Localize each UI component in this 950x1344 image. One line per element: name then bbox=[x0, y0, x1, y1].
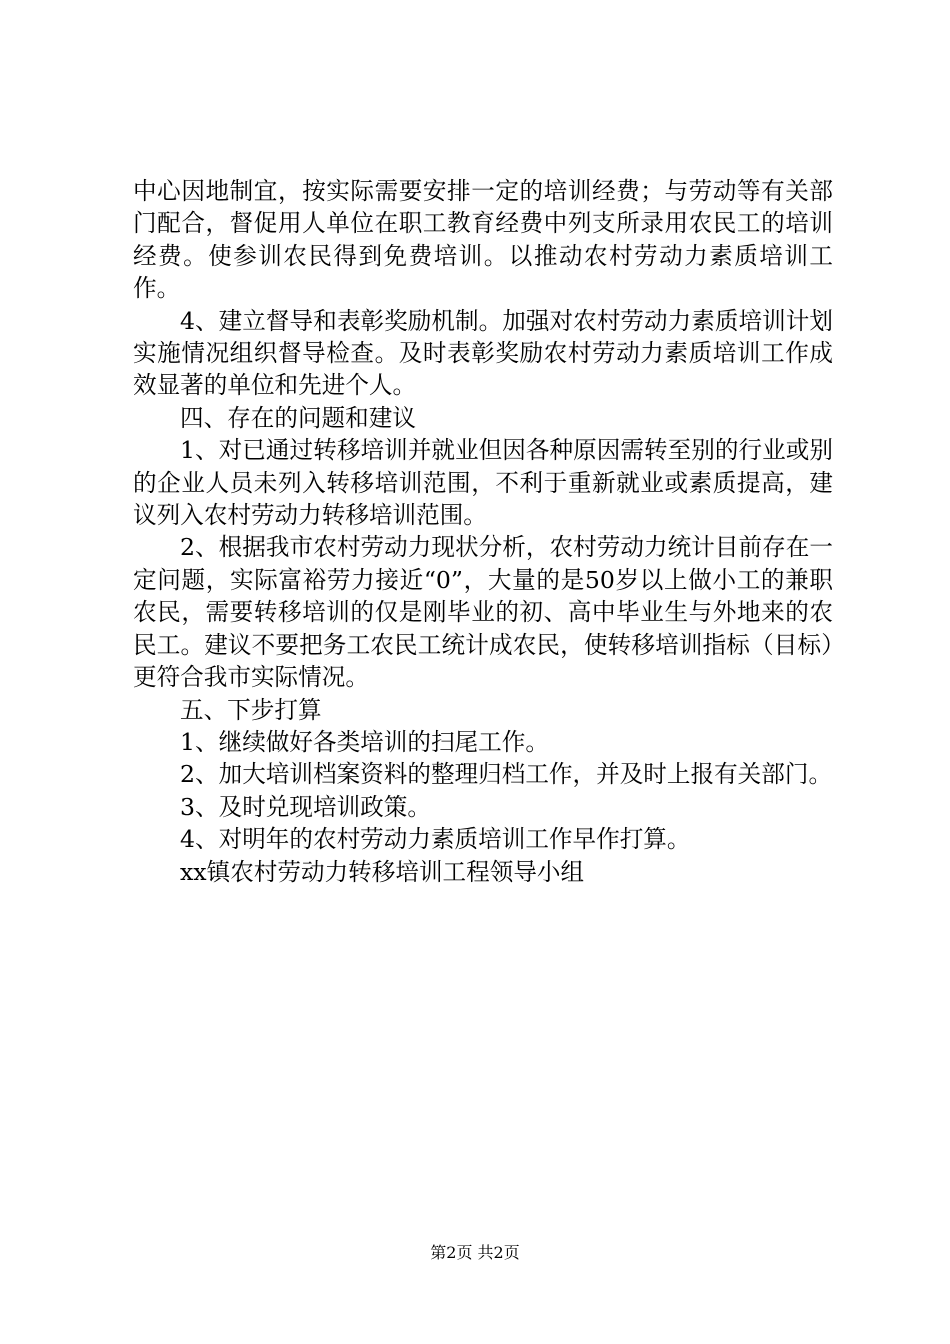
paragraph-item-supervision: 4、建立督导和表彰奖励机制。加强对农村劳动力素质培训计划实施情况组织督导检查。及时表彰奖励农村劳动力素质培训工作成效显著的单位和先进个人。 bbox=[133, 306, 833, 400]
paragraph-problem-2: 2、根据我市农村劳动力现状分析，农村劳动力统计目前存在一定问题，实际富裕劳力接近“0”，大量的是50岁以上做小工的兼职农民，需要转移培训的仅是刚毕业的初、高中毕业生与外地来的农民工。建议不要把务工农民工统计成农民，使转移培训指标（目标）更符合我市实际情况。 bbox=[133, 533, 833, 692]
section-heading-plans: 五、下步打算 bbox=[180, 695, 322, 724]
document-body bbox=[133, 175, 833, 888]
paragraph-plan-2: 2、加大培训档案资料的整理归档工作，并及时上报有关部门。 bbox=[180, 760, 833, 789]
paragraph-continuation: 中心因地制宜，按实际需要安排一定的培训经费；与劳动等有关部门配合，督促用人单位在职工教育经费中列支所录用农民工的培训经费。使参训农民得到免费培训。以推动农村劳动力素质培训工作。 bbox=[133, 177, 833, 303]
section-heading-problems: 四、存在的问题和建议 bbox=[180, 403, 416, 432]
page-number: 第2页 共2页 bbox=[430, 1243, 520, 1262]
paragraph-plan-1: 1、继续做好各类培训的扫尾工作。 bbox=[180, 727, 549, 756]
page-footer bbox=[0, 1243, 950, 1263]
paragraph-plan-4: 4、对明年的农村劳动力素质培训工作早作打算。 bbox=[180, 825, 691, 854]
signature-line: xx镇农村劳动力转移培训工程领导小组 bbox=[180, 857, 585, 886]
paragraph-problem-1: 1、对已通过转移培训并就业但因各种原因需转至别的行业或别的企业人员未列入转移培训范围，不利于重新就业或素质提高，建议列入农村劳动力转移培训范围。 bbox=[133, 436, 833, 530]
paragraph-plan-3: 3、及时兑现培训政策。 bbox=[180, 792, 431, 821]
